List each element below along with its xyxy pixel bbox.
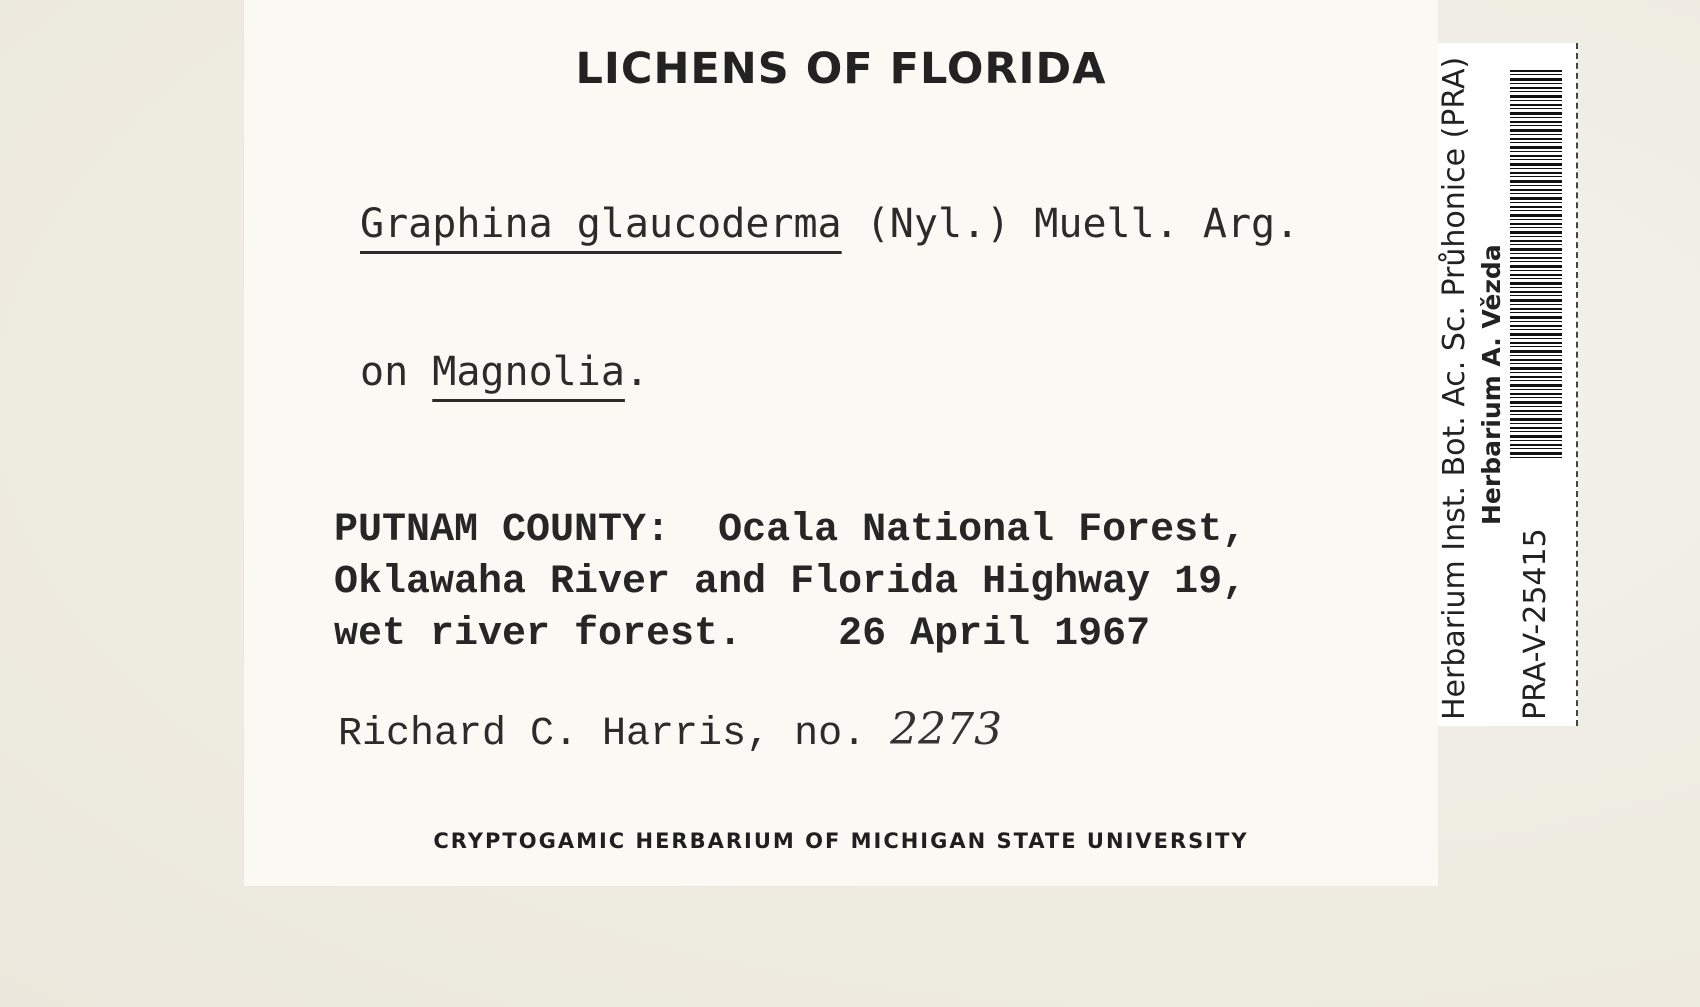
collector-line [338, 704, 1003, 757]
species-name [360, 201, 1300, 247]
locality-block [334, 505, 1246, 661]
collector-number: 2273 [890, 704, 1003, 755]
species-binomial: Graphina glaucoderma [360, 201, 842, 247]
locality-county: PUTNAM COUNTY: [334, 508, 671, 553]
locality-line1: Ocala National Forest, [670, 508, 1247, 553]
species-authority: (Nyl.) Muell. Arg. [841, 201, 1300, 247]
locality-line2: Oklawaha River and Florida Highway 19, [334, 560, 1247, 605]
barcode-icon [1510, 70, 1562, 458]
locality-line3: wet river forest. 26 April 1967 [334, 612, 1151, 657]
specimen-label [244, 0, 1438, 886]
substrate-host: Magnolia [432, 349, 625, 395]
label-title: LICHENS OF FLORIDA [575, 44, 1107, 94]
collector-name: Richard C. Harris, no. [338, 712, 891, 757]
label-footer: CRYPTOGAMIC HERBARIUM OF MICHIGAN STATE UNIVERSITY [433, 829, 1249, 853]
substrate-line [360, 349, 649, 395]
collection-text: Herbarium A. Vězda [1477, 244, 1506, 525]
institution-text: Herbarium Inst. Bot. Ac. Sc. Průhonice (PRA) [1437, 56, 1472, 720]
substrate-prefix: on [360, 349, 433, 395]
catalog-number: PRA-V-25415 [1518, 528, 1553, 720]
substrate-suffix: . [624, 349, 649, 395]
